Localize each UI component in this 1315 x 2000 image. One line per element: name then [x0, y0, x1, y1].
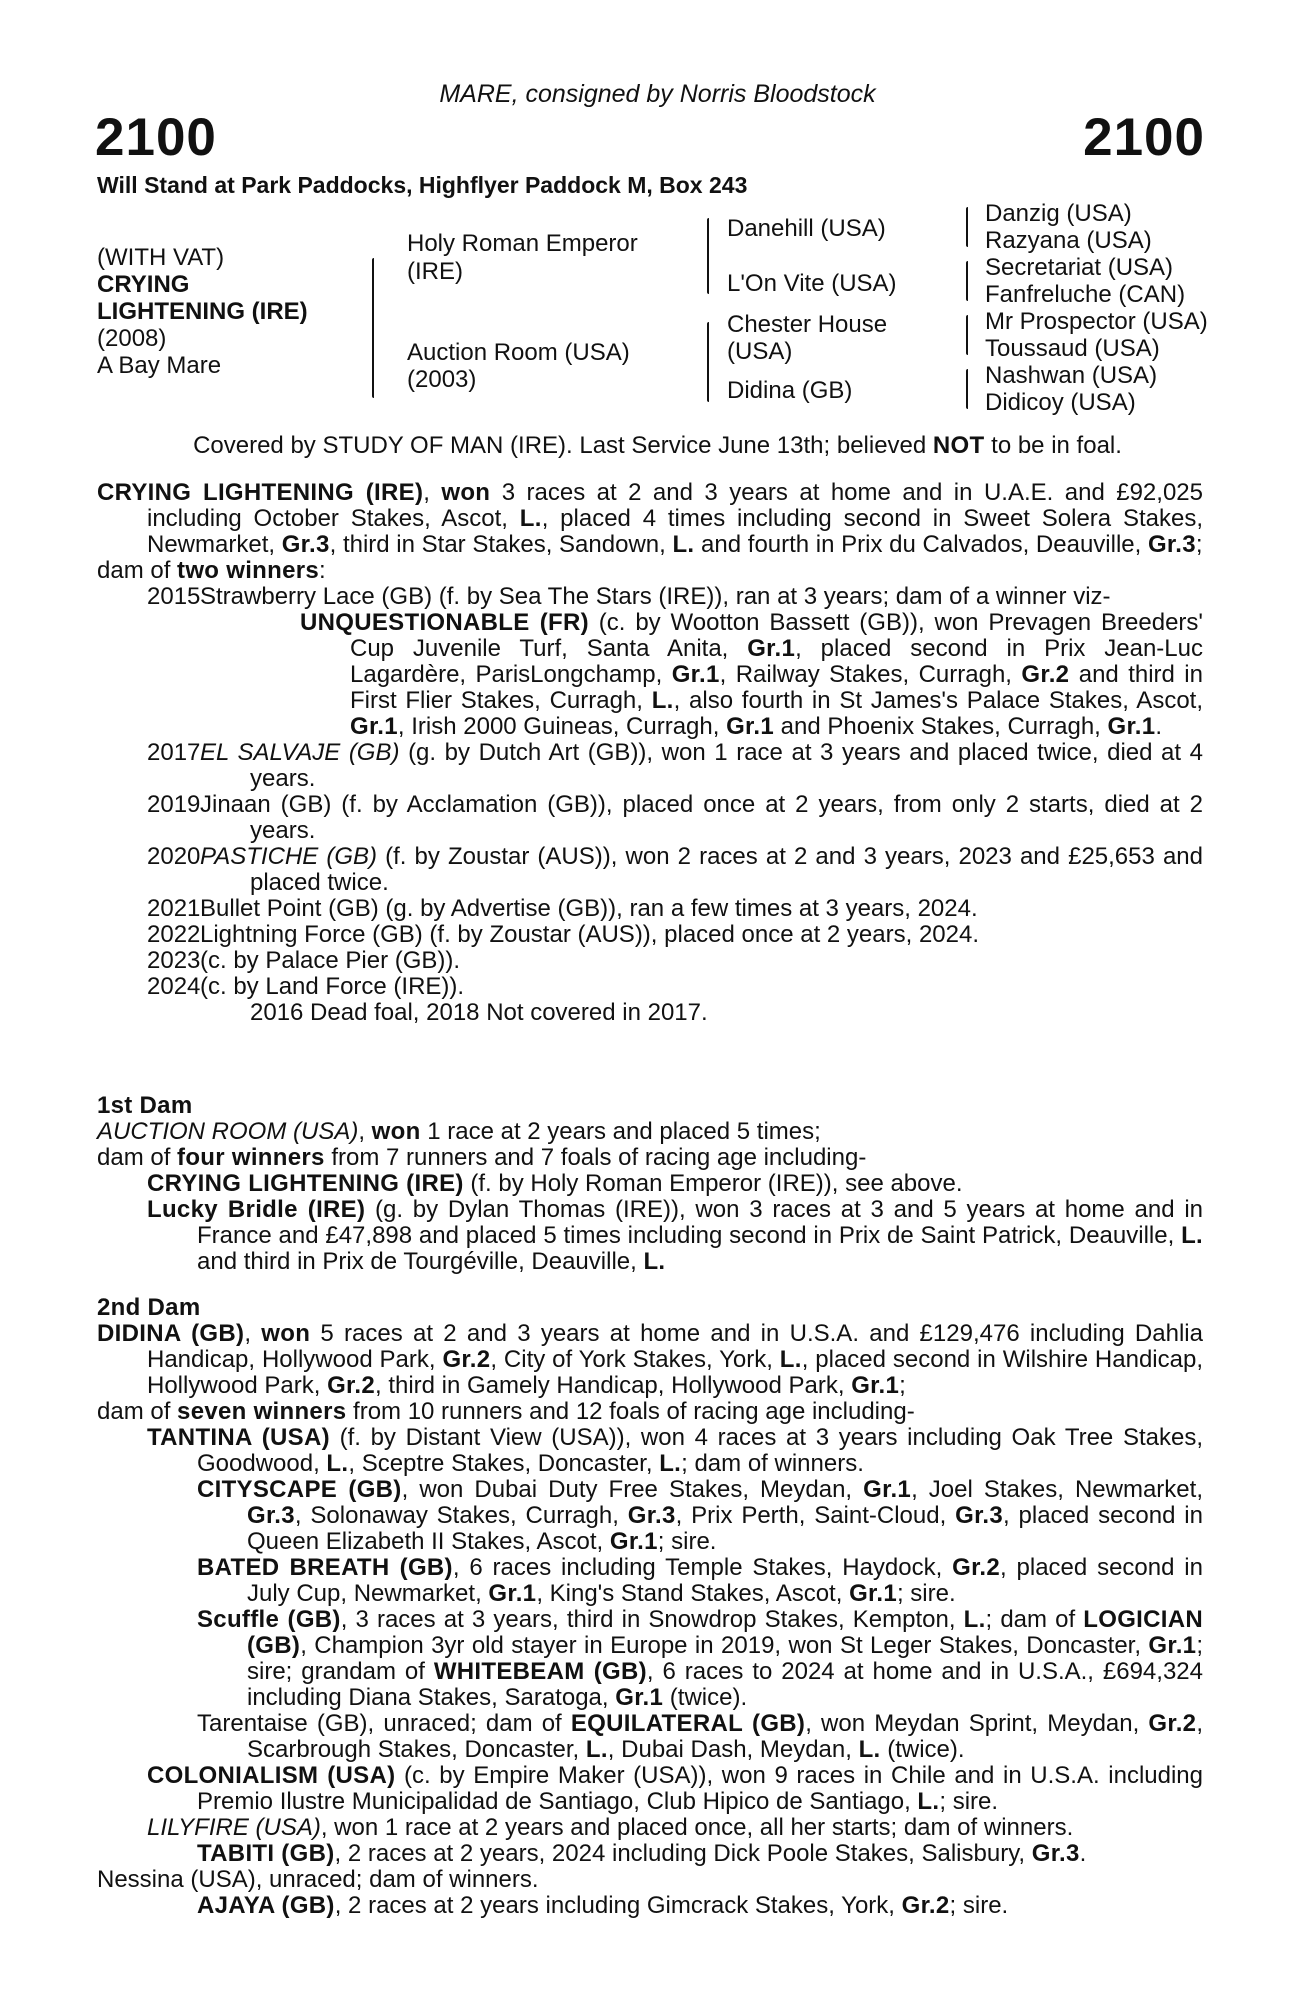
cityscape-entry [97, 1477, 1203, 1555]
dam-of-text: from 10 runners and 12 foals of racing age including- [346, 1398, 915, 1425]
group-label: Gr.3 [627, 1502, 676, 1529]
horse-description: A Bay Mare [97, 352, 222, 379]
dam-text: , placed second in July Cup, Newmarket, [247, 1554, 1203, 1607]
horse-year: (2008) [97, 325, 167, 352]
group-label: Gr.3 [1147, 531, 1196, 558]
second-dam-of [97, 1399, 1203, 1425]
dam-text: . [1079, 1840, 1087, 1867]
winner-name: AJAYA (GB) [197, 1892, 335, 1919]
listed-label: L. [651, 687, 674, 714]
grand-2: Razyana (USA) [985, 227, 1152, 254]
grand-6: Toussaud (USA) [985, 335, 1160, 362]
mare-text: ; [1195, 531, 1203, 558]
winners-count: four winners [177, 1144, 325, 1171]
dam-line1: Auction Room (USA) [407, 339, 630, 366]
winner-name: TANTINA (USA) [147, 1424, 330, 1451]
produce-text: (f. by Zoustar (AUS)), won 2 races at 2 and 3 years, 2023 and £25,653 and placed twice. [250, 843, 1203, 896]
dam-text: (c. by Empire Maker (USA)), won 9 races in Chile and in U.S.A. including Premio Ilustre Municipalidad de Santiago, Club Hipico de Santiago, [197, 1762, 1203, 1815]
dam-text: , Sceptre Stakes, Doncaster, [348, 1450, 660, 1477]
listed-label: L. [672, 531, 695, 558]
produce-text: (g. by Dutch Art (GB)), won 1 race at 3 years and placed twice, died at 4 years. [250, 739, 1203, 792]
group-label: Gr.3 [1031, 1840, 1080, 1867]
produce-2015 [97, 584, 1203, 610]
group-label: Gr.1 [863, 1476, 912, 1503]
winner-name: CITYSCAPE (GB) [197, 1476, 402, 1503]
dam-text: , won 1 race at 2 years and placed once, all her starts; dam of winners. [320, 1814, 1074, 1841]
sire-dam: L'On Vite (USA) [727, 270, 897, 297]
group-label: Gr.3 [281, 531, 330, 558]
listed-label: L. [326, 1450, 349, 1477]
dam-text: ; dam of [985, 1606, 1084, 1633]
winner-name: BATED BREATH (GB) [197, 1554, 453, 1581]
group-label: Gr.2 [1021, 661, 1070, 688]
listed-label: L. [659, 1450, 682, 1477]
winner-name: COLONIALISM (USA) [147, 1762, 396, 1789]
produce-text: , Railway Stakes, Curragh, [719, 661, 1022, 688]
produce-name: PASTICHE (GB) [200, 843, 377, 870]
horse-name-line1: CRYING [97, 271, 190, 298]
produce-year: 2024 [147, 973, 201, 1000]
dam-dam: Didina (GB) [727, 377, 853, 404]
group-label: Gr.1 [609, 1528, 658, 1555]
produce-name: LILYFIRE (USA) [147, 1814, 321, 1841]
first-dam-of [97, 1145, 1203, 1171]
dam-of-text: dam of [97, 1398, 178, 1425]
won-label: won [371, 1118, 421, 1145]
dam-text: , 2 races at 2 years, 2024 including Dick Poole Stakes, Salisbury, [334, 1840, 1032, 1867]
dam-text: ; sire. [949, 1892, 1009, 1919]
dam-text: , Scarbrough Stakes, Doncaster, [247, 1710, 1203, 1763]
group-label: Gr.3 [247, 1502, 295, 1529]
produce-entry [200, 740, 1203, 792]
lilyfire-entry [97, 1815, 1203, 1841]
won-label: won [261, 1320, 311, 1347]
produce-text: and third in First Flier Stakes, Curragh, [350, 661, 1203, 714]
listed-label: L. [585, 1736, 608, 1763]
dam-text: , [244, 1320, 262, 1347]
first-dam-summary [97, 1119, 1203, 1145]
dam-text: (twice). [880, 1736, 965, 1763]
dam-of-text: : [319, 557, 326, 584]
mare-dam-of [97, 558, 1203, 584]
dam-text: (f. by Distant View (USA)), won 4 races at 3 years including Oak Tree Stakes, Goodwood, [197, 1424, 1203, 1477]
winners-count: seven winners [177, 1398, 347, 1425]
winner-name: WHITEBEAM (GB) [433, 1658, 647, 1685]
tabiti-entry [97, 1841, 1203, 1867]
produce-2017 [97, 740, 1203, 792]
produce-2023 [97, 948, 1203, 974]
produce-entry [200, 844, 1203, 896]
group-label: Gr.1 [615, 1684, 664, 1711]
covered-not: NOT [932, 432, 985, 459]
horse-name-line2: LIGHTENING (IRE) [97, 298, 308, 325]
bated-breath-entry [97, 1555, 1203, 1607]
colonialism-entry [97, 1763, 1203, 1815]
dam-text: , third in Gamely Handicap, Hollywood Park, [374, 1372, 852, 1399]
produce-text: Bullet Point (GB) (g. by Advertise (GB)), ran a few times at 3 years, 2024. [200, 895, 978, 922]
group-label: Gr.1 [488, 1580, 537, 1607]
dam-text: (f. by Holy Roman Emperor (IRE)), see above. [463, 1170, 963, 1197]
dam-text: , 2 races at 2 years including Gimcrack Stakes, York, [334, 1892, 902, 1919]
dam-text: Nessina (USA), unraced; dam of winners. [97, 1866, 539, 1893]
scuffle-entry [97, 1607, 1203, 1711]
dam-text: ; sire; grandam of [247, 1632, 1203, 1685]
mare-text: and fourth in Prix du Calvados, Deauville, [694, 531, 1148, 558]
dam-of-text: dam of [97, 1144, 178, 1171]
produce-text: Strawberry Lace (GB) (f. by Sea The Stars (IRE)), ran at 3 years; dam of a winner viz- [200, 583, 1111, 610]
pedigree-brace-3d [966, 369, 968, 409]
produce-text: Lightning Force (GB) (f. by Zoustar (AUS)), placed once at 2 years, 2024. [200, 921, 980, 948]
first-dam-section [97, 1093, 1203, 1275]
dam-text: ; [899, 1372, 906, 1399]
mare-summary: CRYING LIGHTENING (IRE), won 3 races at 2 and 3 years at home and in U.A.E. and £92,025 including October Stakes, Ascot, L., placed 4 times including second in Sweet Solera Stakes, Newmarket, Gr.3, third in Star Stakes, Sandown, L. and fourth in Prix du Calvados, Deauville, Gr.3; [97, 479, 1204, 558]
dam-sire-line1: Chester House [727, 311, 888, 338]
dam-text: , Champion 3yr old stayer in Europe in 2019, won St Leger Stakes, Doncaster, [300, 1632, 1149, 1659]
grand-3: Secretariat (USA) [985, 254, 1174, 281]
produce-name: EL SALVAJE (GB) [200, 739, 400, 766]
group-label: Gr.1 [851, 1372, 900, 1399]
dam-text: , [358, 1118, 372, 1145]
covered-text-end: to be in foal. [984, 432, 1122, 459]
dam-text: , 3 races at 3 years, third in Snowdrop Stakes, Kempton, [340, 1606, 964, 1633]
produce-2020 [97, 844, 1203, 896]
nessina-entry [97, 1867, 1203, 1893]
dam-text: ; sire. [657, 1528, 717, 1555]
mare-name: CRYING LIGHTENING (IRE) [97, 479, 424, 506]
dam-of-text: from 7 runners and 7 foals of racing age including- [324, 1144, 867, 1171]
dam-name: DIDINA (GB) [97, 1320, 245, 1347]
dam-text: , 6 races to 2024 at home and in U.S.A., £694,324 including Diana Stakes, Saratoga, [247, 1658, 1203, 1711]
group-label: Gr.3 [955, 1502, 1004, 1529]
sire-line1: Holy Roman Emperor [407, 230, 638, 257]
group-label: Gr.2 [442, 1346, 491, 1373]
group-label: Gr.1 [671, 661, 720, 688]
listed-label: L. [858, 1736, 881, 1763]
sire-sire: Danehill (USA) [727, 215, 886, 242]
group-label: Gr.2 [327, 1372, 375, 1399]
pedigree-brace-3c [966, 315, 968, 355]
first-dam-heading: 1st Dam [97, 1092, 193, 1119]
winner-name: UNQUESTIONABLE (FR) [300, 609, 589, 636]
sire-line2: (IRE) [407, 258, 463, 285]
winner-name: Scuffle (GB) [197, 1606, 341, 1633]
dam-text: , Solonaway Stakes, Curragh, [294, 1502, 628, 1529]
group-label: Gr.1 [1148, 1632, 1197, 1659]
group-label: Gr.1 [350, 713, 398, 740]
listed-label: L. [779, 1346, 802, 1373]
second-dam-summary [97, 1321, 1203, 1399]
dam-text: (twice). [663, 1684, 748, 1711]
winner-name: CRYING LIGHTENING (IRE) [147, 1170, 464, 1197]
dam-text: ; sire. [939, 1788, 999, 1815]
listed-label: L. [917, 1788, 940, 1815]
covered-text: Covered by STUDY OF MAN (IRE). Last Service June 13th; believed [193, 432, 933, 459]
dam-text: , City of York Stakes, York, [490, 1346, 780, 1373]
dam-text: , Prix Perth, Saint-Cloud, [675, 1502, 956, 1529]
first-dam-child-1 [97, 1171, 1203, 1197]
tantina-entry [97, 1425, 1203, 1477]
dam-text: , Joel Stakes, Newmarket, [911, 1476, 1203, 1503]
group-label: Gr.2 [952, 1554, 1001, 1581]
covered-note [0, 432, 1315, 460]
mare-text: 3 races at 2 and 3 years at home and in U.A.E. and £92,025 including October Stakes, Ascot, [147, 479, 1203, 532]
second-dam-section [97, 1295, 1203, 1919]
lot-number-right: 2100 [1083, 108, 1205, 167]
produce-text: (c. by Palace Pier (GB)). [200, 947, 461, 974]
produce-year: 2017 [147, 739, 201, 766]
dam-text: 5 races at 2 and 3 years at home and in U.S.A. and £129,476 including Dahlia Handicap, Hollywood Park, [147, 1320, 1203, 1373]
produce-2019 [97, 792, 1203, 844]
produce-year: 2022 [147, 921, 201, 948]
produce-year: 2020 [147, 843, 201, 870]
produce-text: and Phoenix Stakes, Curragh, [773, 713, 1108, 740]
mare-text: , placed 4 times including second in Sweet Solera Stakes, Newmarket, [147, 505, 1204, 558]
produce-year: 2021 [147, 895, 201, 922]
winner-name: TABITI (GB) [197, 1840, 335, 1867]
dam-text: ; sire. [896, 1580, 956, 1607]
dam-text: Tarentaise (GB), unraced; dam of [197, 1710, 571, 1737]
winner-name: EQUILATERAL (GB) [570, 1710, 806, 1737]
mare-record [97, 480, 1203, 1026]
produce-year: 2023 [147, 947, 201, 974]
dam-text: , 6 races including Temple Stakes, Haydock, [452, 1554, 953, 1581]
produce-text: . [1155, 713, 1163, 740]
dam-text: , Dubai Dash, Meydan, [607, 1736, 859, 1763]
dam-text: , placed second in Queen Elizabeth II Stakes, Ascot, [247, 1502, 1203, 1555]
group-label: Gr.1 [747, 635, 796, 662]
produce-unquestionable [97, 610, 1203, 740]
dam-text: , won Meydan Sprint, Meydan, [805, 1710, 1149, 1737]
dam-text: and third in Prix de Tourgéville, Deauville, [197, 1248, 644, 1275]
winner-name: Lucky Bridle (IRE) [147, 1196, 366, 1223]
pedigree-brace-2a [707, 218, 709, 294]
listed-label: L. [963, 1606, 986, 1633]
grand-8: Didicoy (USA) [985, 389, 1136, 416]
grand-1: Danzig (USA) [985, 200, 1132, 227]
dam-text: , placed second in Wilshire Handicap, Hollywood Park, [147, 1346, 1204, 1399]
produce-year: 2015 [147, 583, 201, 610]
tarentaise-entry [97, 1711, 1203, 1763]
winner-name: LOGICIAN (GB) [247, 1606, 1203, 1659]
produce-text: , also fourth in St James's Palace Stakes, Ascot, [673, 687, 1204, 714]
grand-7: Nashwan (USA) [985, 362, 1158, 389]
produce-text: (c. by Land Force (IRE)). [200, 973, 465, 1000]
dam-text: 1 race at 2 years and placed 5 times; [420, 1118, 821, 1145]
listed-label: L. [519, 505, 542, 532]
second-dam-heading: 2nd Dam [97, 1294, 201, 1321]
produce-text: (c. by Wootton Bassett (GB)), won Prevagen Breeders' Cup Juvenile Turf, Santa Anita, [350, 609, 1204, 662]
produce-text: , placed second in Prix Jean-Luc Lagardère, ParisLongchamp, [350, 635, 1203, 688]
group-label: Gr.2 [1148, 1710, 1197, 1737]
grand-4: Fanfreluche (CAN) [985, 281, 1186, 308]
first-dam-child-2 [97, 1197, 1203, 1275]
listed-label: L. [643, 1248, 666, 1275]
produce-text: Jinaan (GB) (f. by Acclamation (GB)), placed once at 2 years, from only 2 starts, died at 2 years. [200, 791, 1203, 844]
listed-label: L. [1181, 1222, 1203, 1249]
group-label: Gr.1 [849, 1580, 897, 1607]
pedigree-brace-2b [707, 322, 709, 402]
dam-text: , King's Stand Stakes, Ascot, [536, 1580, 850, 1607]
pedigree-brace-1 [372, 258, 374, 398]
won-label: won [441, 479, 491, 506]
produce-2024 [97, 974, 1203, 1000]
pedigree-brace-3a [966, 207, 968, 247]
dam-line2: (2003) [407, 366, 477, 393]
group-label: Gr.1 [1107, 713, 1156, 740]
lot-number-left: 2100 [95, 108, 217, 167]
grand-5: Mr Prospector (USA) [985, 308, 1208, 335]
pedigree-brace-3b [966, 261, 968, 301]
winners-count: two winners [177, 557, 320, 584]
group-label: Gr.2 [901, 1892, 950, 1919]
dam-text: ; dam of winners. [681, 1450, 864, 1477]
dam-text: (g. by Dylan Thomas (IRE)), won 3 races at 3 and 5 years at home and in France and £47,898 and placed 5 times including second in Prix de Saint Patrick, Deauville, [197, 1196, 1203, 1249]
produce-2022 [97, 922, 1203, 948]
produce-other: 2016 Dead foal, 2018 Not covered in 2017. [250, 999, 708, 1026]
mare-text: , third in Star Stakes, Sandown, [329, 531, 673, 558]
produce-year: 2019 [147, 791, 201, 818]
dam-text: , won Dubai Duty Free Stakes, Meydan, [401, 1476, 864, 1503]
vat-note: (WITH VAT) [97, 244, 225, 271]
group-label: Gr.1 [726, 713, 774, 740]
produce-text: , Irish 2000 Guineas, Curragh, [397, 713, 727, 740]
ajaya-entry [97, 1893, 1203, 1919]
consignment-subtitle: MARE, consigned by Norris Bloodstock [439, 80, 876, 108]
dam-of-text: dam of [97, 557, 178, 584]
dam-name: AUCTION ROOM (USA) [97, 1118, 359, 1145]
stand-location: Will Stand at Park Paddocks, Highflyer Paddock M, Box 243 [97, 172, 748, 198]
produce-2021 [97, 896, 1203, 922]
dam-sire-line2: (USA) [727, 338, 793, 365]
